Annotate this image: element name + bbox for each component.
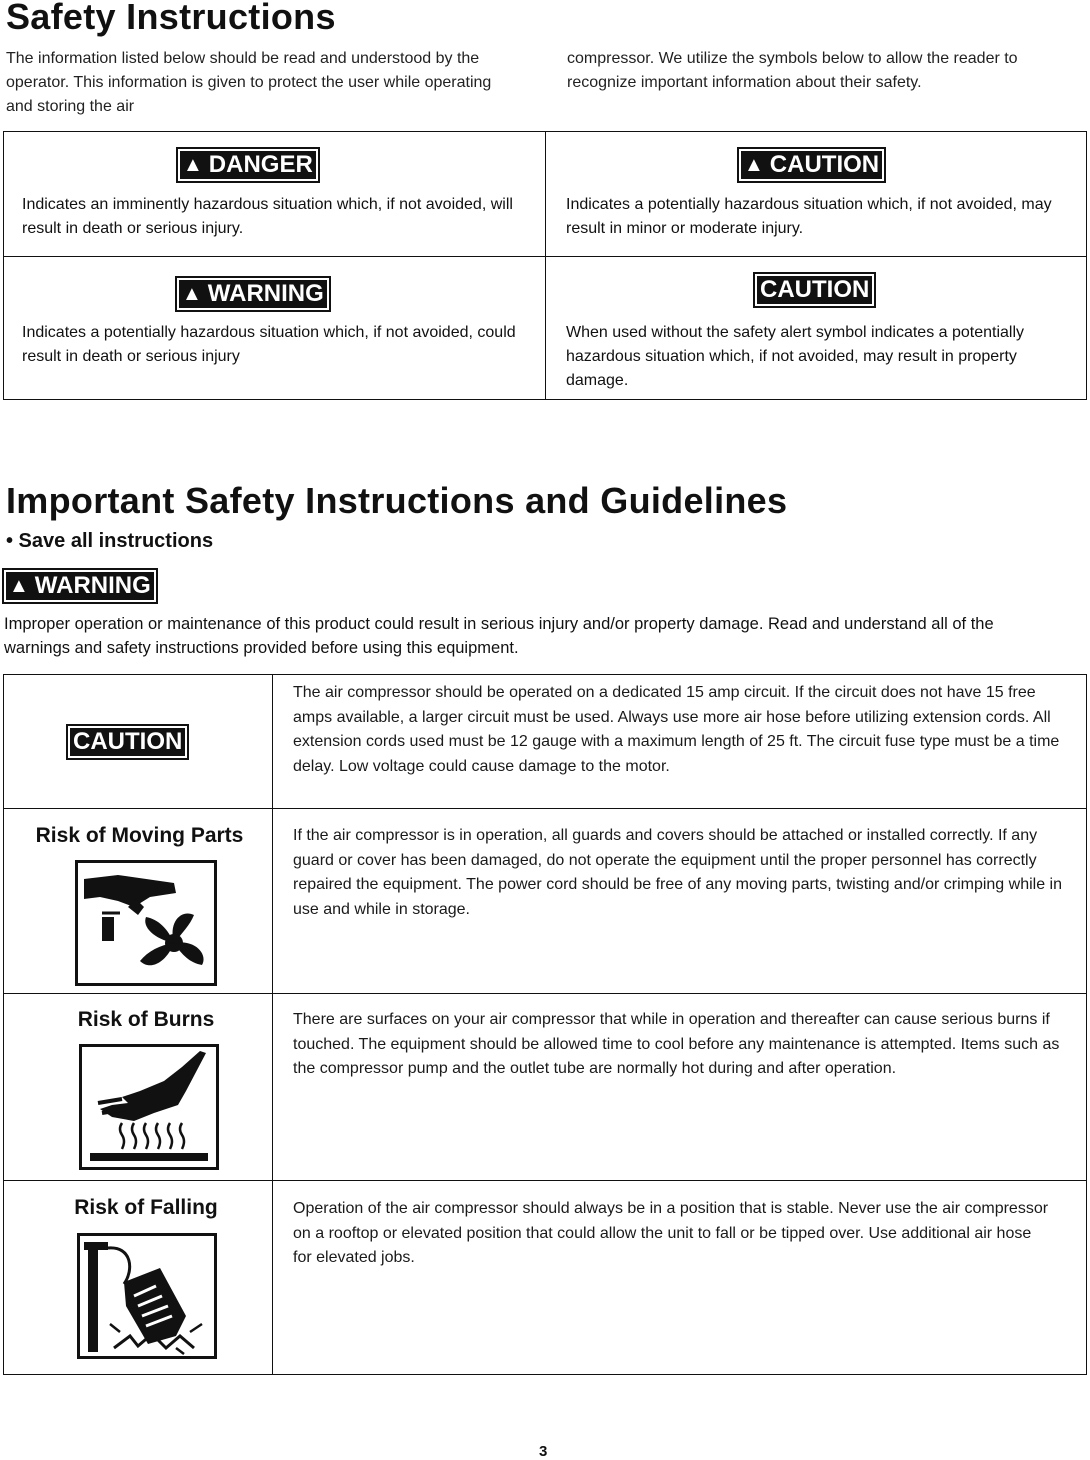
hand-fan-icon [75, 860, 217, 986]
caution-plain-description: When used without the safety alert symbol indicates a potentially hazardous situation which, if not avoided, may result in property damage. [566, 324, 1025, 389]
section-warning-label: WARNING [34, 572, 151, 599]
intro-right: compressor. We utilize the symbols below to allow the reader to recognize important information about their safety. [567, 50, 1018, 91]
warning-label: WARNING [207, 280, 324, 307]
warning-triangle-icon: ▲ [182, 283, 202, 305]
table-row-divider-1 [3, 808, 1087, 809]
section-warning-badge [2, 568, 158, 604]
caution-alert-label: CAUTION [769, 151, 880, 178]
caution-alert-description: Indicates a potentially hazardous situation which, if not avoided, may result in minor or moderate injury. [566, 196, 1052, 237]
caution-plain-badge [753, 272, 876, 308]
danger-badge [176, 147, 320, 183]
save-instructions-bullet: • Save all instructions [6, 530, 214, 552]
page-title: Safety Instructions [6, 0, 336, 37]
table-caution-badge [66, 724, 189, 760]
warning-triangle-icon: ▲ [183, 154, 203, 176]
caution-alert-badge [737, 147, 886, 183]
warning-badge [175, 276, 331, 312]
table-row-divider-3 [3, 1180, 1087, 1181]
grid-divider-horizontal [3, 256, 1087, 257]
page-number: 3 [539, 1443, 548, 1460]
table-caution-label: CAUTION [73, 728, 183, 755]
burns-text: There are surfaces on your air compressor that while in operation and thereafter can cause serious burns if touched. The equipment should be allowed time to cool before any maintenance is attempted. Items such as the compressor pump and the outlet tube are normally hot during and after operation. [293, 1011, 1060, 1077]
danger-label: DANGER [208, 151, 313, 178]
warning-description: Indicates a potentially hazardous situation which, if not avoided, could result in death or serious injury [22, 324, 516, 365]
hand-hot-surface-icon [79, 1044, 219, 1170]
risk-moving-parts-title: Risk of Moving Parts [35, 824, 244, 847]
moving-parts-text: If the air compressor is in operation, all guards and covers should be attached or installed correctly. If any guard or cover has been damaged, do not operate the equipment until the proper personnel has correctly repaired the equipment. The power cord should be free of any moving parts, twisting and/or crimping while in use and while in storage. [293, 827, 1063, 918]
caution-plain-label: CAUTION [760, 276, 870, 303]
risk-burns-title: Risk of Burns [77, 1008, 215, 1031]
falling-text: Operation of the air compressor should always be in a position that is stable. Never use the air compressor on a rooftop or elevated position that could allow the unit to fall or be tipped over. Use additional air hose for elevated jobs. [293, 1200, 1049, 1266]
intro-left: The information listed below should be read and understood by the operator. This information is given to protect the user while operating and storing the air [6, 50, 492, 115]
warning-triangle-icon: ▲ [744, 154, 764, 176]
warning-triangle-icon: ▲ [9, 575, 29, 597]
risk-falling-title: Risk of Falling [74, 1196, 218, 1219]
danger-description: Indicates an imminently hazardous situation which, if not avoided, will result in death or serious injury. [22, 196, 513, 237]
table-row-divider-2 [3, 993, 1087, 994]
section-title: Important Safety Instructions and Guidelines [6, 480, 788, 521]
section-warning-text: Improper operation or maintenance of this product could result in serious injury and/or property damage. Read and understand all of the warnings and safety instructions provided before using this equipment. [4, 615, 994, 657]
falling-compressor-icon [77, 1233, 217, 1359]
grid-divider-vertical [545, 131, 546, 399]
caution-row-text: The air compressor should be operated on a dedicated 15 amp circuit. If the circuit does not have 15 free amps available, a larger circuit must be used. Always use more air hose before utilizing extension cords. All extension cords used must be 12 gauge with a maximum length of 25 ft. The circuit fuse type must be a time delay. Low voltage could cause damage to the motor. [293, 684, 1060, 775]
